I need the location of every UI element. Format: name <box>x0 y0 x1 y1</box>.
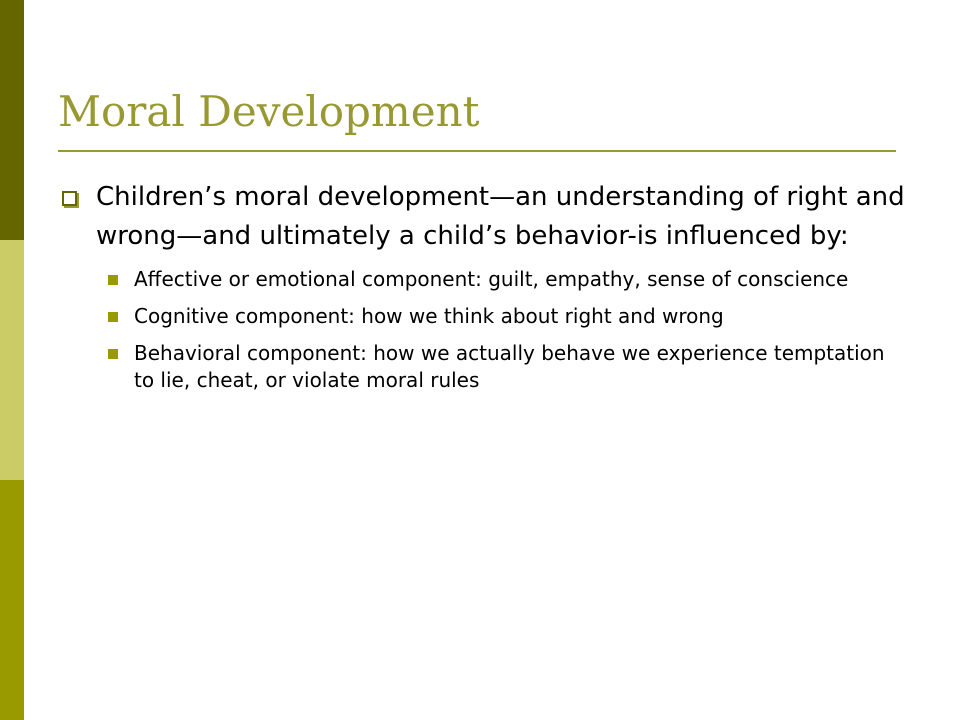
sidebar-stripe-middle <box>0 240 24 480</box>
sub-bullet-affective <box>58 266 908 293</box>
title-underline <box>58 150 896 152</box>
main-bullet-text: Children’s moral development—an understanding of right and wrong—and ultimately a child’s behavior-is influenced by: <box>96 182 905 251</box>
sidebar-stripe-top <box>0 0 24 240</box>
slide-content <box>58 178 908 404</box>
sidebar-stripe-bottom <box>0 480 24 720</box>
sub-bullet-behavioral <box>58 340 908 394</box>
sub-bullet-cognitive <box>58 303 908 330</box>
main-bullet-point <box>58 178 908 256</box>
sub-bullet-text: Behavioral component: how we actually behave we experience temptation to lie, cheat, or violate moral rules <box>134 341 885 392</box>
filled-square-bullet-icon <box>108 275 118 285</box>
sub-bullet-text: Affective or emotional component: guilt, empathy, sense of conscience <box>134 267 849 291</box>
hollow-square-bullet-icon <box>62 191 77 206</box>
sub-bullet-text: Cognitive component: how we think about right and wrong <box>134 304 724 328</box>
slide-title: Moral Development <box>58 87 480 136</box>
filled-square-bullet-icon <box>108 312 118 322</box>
filled-square-bullet-icon <box>108 349 118 359</box>
